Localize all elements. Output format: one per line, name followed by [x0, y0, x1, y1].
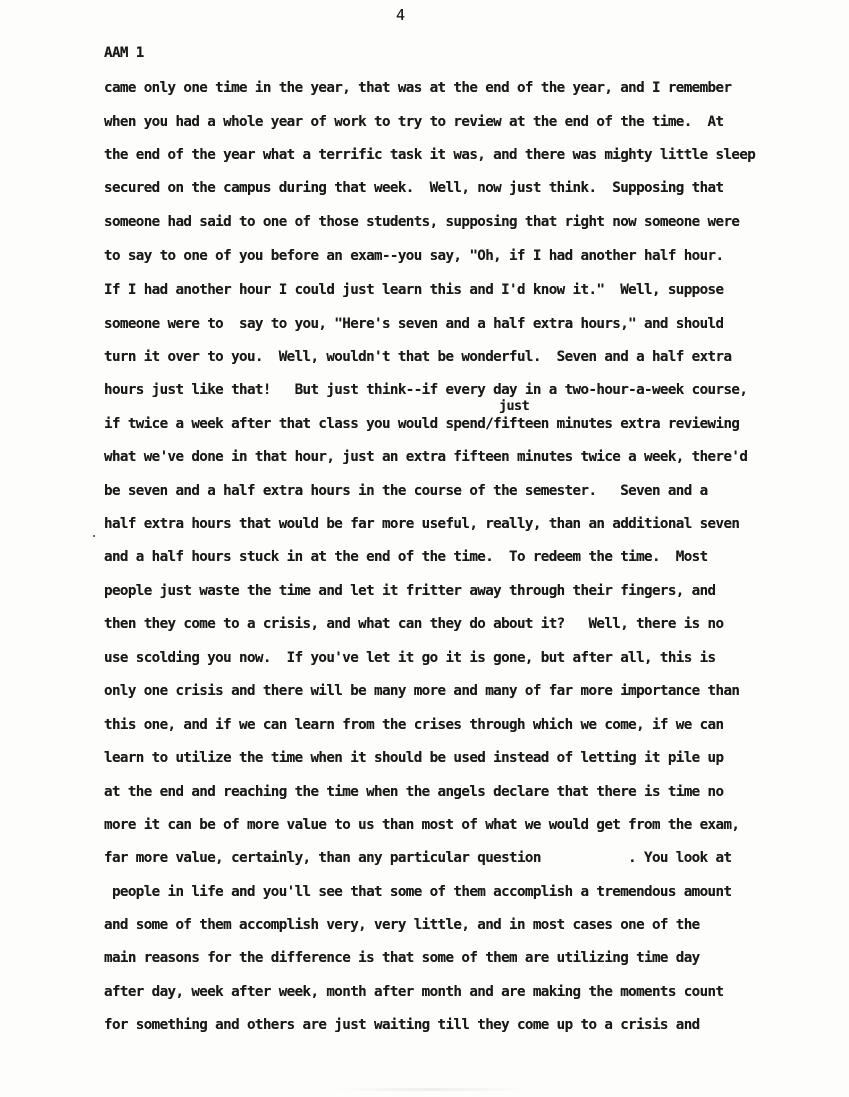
body-line: main reasons for the difference is that some of them are utilizing time day: [104, 950, 700, 966]
body-line: to say to one of you before an exam--you say, "Oh, if I had another half hour.: [104, 248, 724, 264]
body-line: and some of them accomplish very, very little, and in most cases one of the: [104, 917, 700, 933]
body-line: this one, and if we can learn from the crises through which we come, if we can: [104, 717, 724, 733]
body-line: people just waste the time and let it fritter away through their fingers, and: [104, 583, 716, 599]
body-line: more it can be of more value to us than most of what we would get from the exam,: [104, 817, 740, 833]
body-line: then they come to a crisis, and what can they do about it? Well, there is no: [104, 616, 724, 632]
body-line: learn to utilize the time when it should be used instead of letting it pile up: [104, 750, 724, 766]
body-line: only one crisis and there will be many more and many of far more importance than: [104, 683, 740, 699]
body-line: for something and others are just waiting till they come up to a crisis and: [104, 1017, 700, 1033]
body-line: someone were to say to you, "Here's seven and a half extra hours," and should: [104, 316, 724, 332]
body-line: secured on the campus during that week. Well, now just think. Supposing that: [104, 180, 724, 196]
body-line: and a half hours stuck in at the end of the time. To redeem the time. Most: [104, 549, 708, 565]
body-line: someone had said to one of those students, supposing that right now someone were: [104, 214, 740, 230]
body-line: after day, week after week, month after month and are making the moments count: [104, 984, 724, 1000]
body-line: If I had another hour I could just learn this and I'd know it." Well, suppose: [104, 282, 724, 298]
body-line: came only one time in the year, that was at the end of the year, and I remember: [104, 80, 732, 96]
body-line: turn it over to you. Well, wouldn't that be wonderful. Seven and a half extra: [104, 349, 732, 365]
body-line: half extra hours that would be far more useful, really, than an additional seven: [104, 516, 740, 532]
paper-smudge: [330, 1088, 530, 1091]
body-line: hours just like that! But just think--if every day in a two-hour-a-week course,: [104, 382, 748, 398]
body-line: use scolding you now. If you've let it go it is gone, but after all, this is: [104, 650, 716, 666]
body-line: people in life and you'll see that some of them accomplish a tremendous amount: [104, 884, 732, 900]
stray-ink-mark: [93, 535, 95, 537]
body-line: be seven and a half extra hours in the course of the semester. Seven and a: [104, 483, 708, 499]
body-line: if twice a week after that class you would spend/fifteen minutes extra reviewing: [104, 416, 740, 432]
body-line: when you had a whole year of work to try to review at the end of the time. At: [104, 114, 724, 130]
page-number: 4: [396, 6, 405, 24]
interlinear-insert: just: [499, 398, 530, 414]
body-line: at the end and reaching the time when the angels declare that there is time no: [104, 784, 724, 800]
body-line: the end of the year what a terrific task it was, and there was mighty little sleep: [104, 147, 756, 163]
document-id: AAM 1: [104, 45, 144, 61]
body-line: far more value, certainly, than any particular question . You look at: [104, 850, 732, 866]
body-line: what we've done in that hour, just an extra fifteen minutes twice a week, there'd: [104, 449, 748, 465]
